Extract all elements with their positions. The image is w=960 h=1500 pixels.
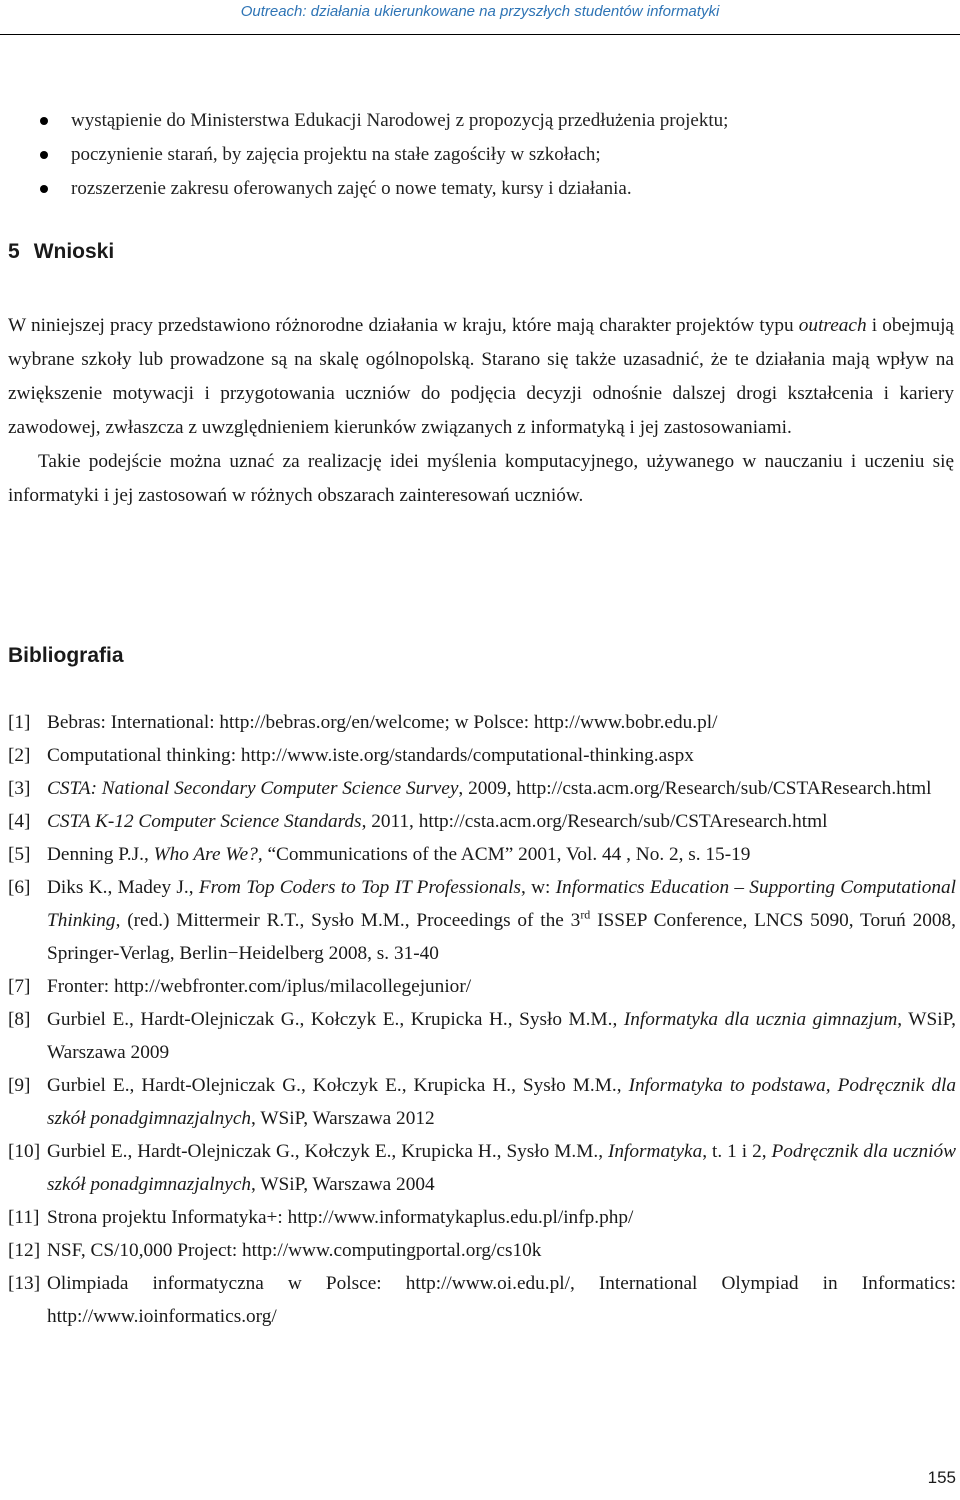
reference-title: Informatics Education – Supporting Computational Thinking [47, 877, 956, 931]
reference-title: CSTA: National Secondary Computer Science Survey [47, 778, 459, 799]
reference-item [8, 1201, 956, 1234]
section-title: Wnioski [33, 240, 115, 263]
reference-number: [1] [8, 712, 31, 733]
reference-text: , WSiP, Warszawa 2004 [251, 1174, 435, 1195]
bullet-dot-icon [40, 151, 48, 159]
reference-text: Strona projektu Informatyka+: http://www.informatykaplus.edu.pl/infp.php/ [47, 1207, 634, 1228]
reference-title: Who Are We? [153, 844, 258, 865]
reference-number: [12] [8, 1240, 41, 1261]
reference-title: Informatyka dla ucznia gimnazjum [623, 1009, 898, 1030]
section-number: 5 [8, 240, 20, 263]
reference-text: ISSEP Conference, LNCS 5090, Toruń 2008, Springer-Verlag, Berlin−Heidelberg 2008, s. 31-40 [47, 910, 957, 964]
reference-text: Gurbiel E., Hardt-Olejniczak G., Kołczyk E., Krupicka H., Sysło M.M., [47, 1141, 608, 1162]
reference-title: Podręcznik dla uczniów szkół ponadgimnazjalnych [47, 1141, 956, 1195]
reference-number: [7] [8, 976, 31, 997]
reference-item [8, 1267, 956, 1333]
bullet-text: wystąpienie do Ministerstwa Edukacji Narodowej z propozycją przedłużenia projektu; [71, 110, 729, 131]
reference-list [8, 706, 956, 1333]
bullet-dot-icon [40, 185, 48, 193]
reference-title: From Top Coders to Top IT Professionals [198, 877, 521, 898]
reference-text: Gurbiel E., Hardt-Olejniczak G., Kołczyk E., Krupicka H., Sysło M.M., [47, 1009, 624, 1030]
reference-item [8, 1234, 956, 1267]
bibliography-heading: Bibliografia [8, 644, 124, 667]
reference-text: Olimpiada informatyczna w Polsce: http://www.oi.edu.pl/, International Olympiad in Informatics: http://www.ioinformatics.org/ [47, 1273, 956, 1327]
reference-text: , “Communications of the ACM” 2001, Vol. 44 , No. 2, s. 15-19 [257, 844, 751, 865]
reference-text: Denning P.J., [47, 844, 154, 865]
reference-text: Diks K., Madey J., [47, 877, 199, 898]
reference-text: Fronter: http://webfronter.com/iplus/milacollegejunior/ [47, 976, 472, 997]
bullet-text: rozszerzenie zakresu oferowanych zajęć o nowe tematy, kursy i działania. [71, 178, 632, 199]
reference-number: [4] [8, 811, 31, 832]
reference-number: [8] [8, 1009, 31, 1030]
reference-text: , WSiP, Warszawa 2009 [47, 1009, 956, 1063]
reference-item [8, 739, 956, 772]
reference-number: [13] [8, 1273, 41, 1294]
bullet-item [0, 172, 960, 206]
paragraph-text: Takie podejście można uznać za realizację idei myślenia komputacyjnego, używanego w nauczaniu i uczeniu się informatyki i jej zastosowań w różnych obszarach zainteresowań uczniów. [8, 451, 954, 506]
reference-number: [10] [8, 1141, 41, 1162]
reference-text: , 2009, http://csta.acm.org/Research/sub/CSTAResearch.html [458, 778, 932, 799]
paragraph-text: W niniejszej pracy przedstawiono różnorodne działania w kraju, które mają charakter projektów typu [8, 315, 799, 336]
reference-superscript: rd [580, 907, 591, 922]
reference-item [8, 871, 956, 970]
reference-number: [5] [8, 844, 31, 865]
reference-item [8, 1135, 956, 1201]
reference-text: NSF, CS/10,000 Project: http://www.computingportal.org/cs10k [47, 1240, 542, 1261]
reference-number: [3] [8, 778, 31, 799]
bullet-item [0, 138, 960, 172]
reference-number: [6] [8, 877, 31, 898]
section-heading [8, 240, 114, 264]
reference-item [8, 706, 956, 739]
reference-item [8, 772, 956, 805]
paragraph [8, 445, 954, 513]
reference-text: , w: [520, 877, 556, 898]
running-head: Outreach: działania ukierunkowane na przyszłych studentów informatyki [240, 3, 720, 20]
reference-text: Computational thinking: http://www.iste.org/standards/computational-thinking.aspx [47, 745, 694, 766]
reference-number: [11] [8, 1207, 40, 1228]
reference-text: , (red.) Mittermeir R.T., Sysło M.M., Proceedings of the 3 [115, 910, 581, 931]
conclusions-body [8, 309, 954, 513]
reference-text: Bebras: International: http://bebras.org/en/welcome; w Polsce: http://www.bobr.edu.pl/ [47, 712, 718, 733]
reference-text: , WSiP, Warszawa 2012 [251, 1108, 435, 1129]
emphasis-term: outreach [798, 315, 867, 336]
page-number: 155 [927, 1468, 956, 1487]
paragraph [8, 309, 954, 445]
reference-title: Informatyka to podstawa, Podręcznik dla szkół ponadgimnazjalnych [47, 1075, 956, 1129]
bullet-dot-icon [40, 117, 48, 125]
header-divider [0, 34, 960, 35]
reference-item [8, 805, 956, 838]
reference-item [8, 838, 956, 871]
reference-item [8, 970, 956, 1003]
reference-text: Gurbiel E., Hardt-Olejniczak G., Kołczyk E., Krupicka H., Sysło M.M., [47, 1075, 629, 1096]
reference-title: CSTA K-12 Computer Science Standards [47, 811, 362, 832]
bullet-text: poczynienie starań, by zajęcia projektu na stałe zagościły w szkołach; [71, 144, 601, 165]
reference-number: [9] [8, 1075, 31, 1096]
paragraph-text: i obejmują wybrane szkoły lub prowadzone są na skalę ogólnopolską. Starano się także uzasadnić, że te działania mają wpływ na zwiększenie motywacji i przygotowania uczniów do podjęcia decyzji odnośnie dalszej drogi kształcenia i kariery zawodowej, zwłaszcza z uwzględnieniem kierunków związanych z informatyką i jej zastosowaniami. [8, 315, 954, 438]
reference-text: , t. 1 i 2, [702, 1141, 772, 1162]
reference-number: [2] [8, 745, 31, 766]
reference-item [8, 1069, 956, 1135]
bullet-item [0, 104, 960, 138]
bullet-list [0, 104, 960, 206]
reference-title: Informatyka [607, 1141, 703, 1162]
reference-item [8, 1003, 956, 1069]
reference-text: , 2011, http://csta.acm.org/Research/sub/CSTAresearch.html [361, 811, 828, 832]
